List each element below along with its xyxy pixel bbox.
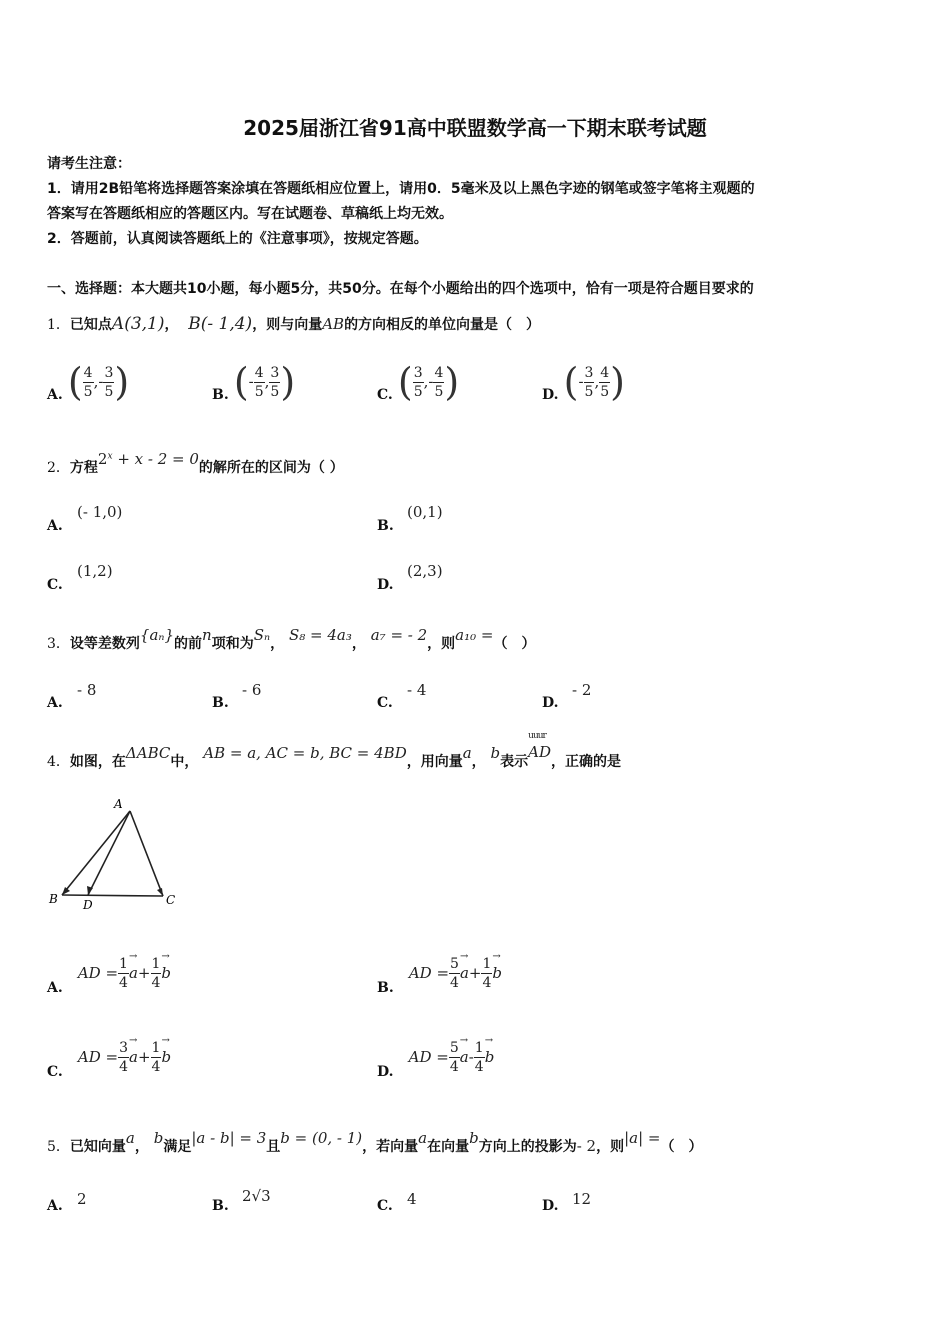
- q1-d-d2: 5: [600, 383, 610, 400]
- q3-option-c[interactable]: - 4: [407, 681, 427, 699]
- q1-a-n1: 4: [83, 364, 93, 381]
- q3-text5: （ ）: [493, 636, 536, 652]
- q4-text3: ，用向量: [406, 754, 463, 770]
- q4-text1: 如图，在: [69, 754, 126, 770]
- notice-line1a: 1．请用2B铅笔将选择题答案涂填在答题纸相应位置上，请用0．5毫米及以上黑色字迹的钢笔或签字笔将主观题的: [47, 181, 755, 197]
- q5-text2: 满足: [163, 1139, 192, 1155]
- q1-c-n2: 4: [434, 364, 444, 381]
- question-4-stem: 4．如图，在ΔABC中， AB = a, AC = b, BC = 4BD，用向量a， b表示 uuur AD，正确的是: [47, 731, 622, 770]
- q1-a-d1: 5: [83, 383, 93, 400]
- q5-vec-a: a: [125, 1129, 135, 1147]
- q1-c-d2: 5: [434, 383, 444, 400]
- q5-option-b[interactable]: 2√3: [242, 1187, 271, 1205]
- q2-eq-rest: + x - 2 = 0: [112, 450, 199, 468]
- q4-text5: ，正确的是: [551, 754, 622, 770]
- q3-text3: 项和为: [211, 636, 254, 652]
- fig-label-d: D: [83, 898, 93, 912]
- q4-option-d-label: D.: [377, 1064, 394, 1080]
- q3-text2: 的前: [174, 636, 203, 652]
- q2-eq-exp: x: [107, 451, 113, 462]
- fig-label-b: B: [49, 892, 58, 906]
- q4-option-a-label: A.: [47, 980, 63, 996]
- q3-text4: ，则: [427, 636, 456, 652]
- q3-option-d-label[interactable]: D.: [542, 695, 559, 711]
- q1-text3: 的方向相反的单位向量是（ ）: [344, 317, 541, 333]
- fig-label-c: C: [166, 893, 176, 907]
- q1-text2: ，则与向量: [252, 317, 323, 333]
- q1-option-b-label: B.: [212, 386, 229, 403]
- q2-option-c[interactable]: (1,2): [77, 562, 113, 580]
- q3-option-b-label[interactable]: B.: [212, 695, 229, 711]
- q1-option-c[interactable]: C. ( $\frac{3}{5}$ ,- $\frac{4}{5}$ ): [377, 360, 460, 404]
- q1-c-d1: 5: [413, 383, 423, 400]
- q5-proj: - 2: [576, 1137, 597, 1155]
- q4-option-d[interactable]: D. AD = $\frac{5}{4}$ → a- $\frac{1}{4}$ → b: [377, 1039, 494, 1076]
- q2-option-a-label[interactable]: A.: [47, 518, 63, 534]
- q1-b-n2: 3: [270, 364, 280, 381]
- question-2-stem: [47, 449, 344, 476]
- q1-option-a-label: A.: [47, 386, 63, 403]
- q3-sn: Sₙ: [253, 626, 271, 644]
- q2-option-d[interactable]: (2,3): [407, 562, 443, 580]
- notice-heading: 请考生注意：: [47, 156, 131, 172]
- triangle-figure: [42, 795, 192, 913]
- q2-option-c-label[interactable]: C.: [47, 577, 63, 593]
- q5-option-a[interactable]: 2: [77, 1190, 87, 1208]
- q4-triangle: ΔABC: [125, 744, 171, 762]
- q5-cond1: |a - b| = 3: [191, 1129, 267, 1147]
- q1-b-d2: 5: [270, 383, 280, 400]
- q1-sep: ，: [164, 317, 179, 333]
- q1-a-n2: 3: [104, 364, 114, 381]
- q4-ad-arrow: uuur: [528, 731, 546, 741]
- q1-option-a[interactable]: A. ( $\frac{4}{5}$ ,- $\frac{3}{5}$ ): [47, 360, 130, 404]
- q3-option-d[interactable]: - 2: [572, 681, 592, 699]
- q5-option-b-label[interactable]: B.: [212, 1198, 229, 1214]
- notice-line1b: 答案写在答题纸相应的答题区内。写在试题卷、草稿纸上均无效。: [47, 206, 453, 222]
- q5-option-c[interactable]: 4: [407, 1190, 417, 1208]
- q5-text1: 已知向量: [69, 1139, 126, 1155]
- q1-option-d[interactable]: D. (- $\frac{3}{5}$ , $\frac{4}{5}$ ): [542, 360, 625, 404]
- q1-d-n2: 4: [600, 364, 610, 381]
- q4-vec-b: b: [490, 744, 501, 762]
- q3-seq: {aₙ}: [139, 626, 175, 644]
- q2-option-a[interactable]: (- 1,0): [77, 503, 123, 521]
- q2-text2: 的解所在的区间为（ ）: [198, 460, 344, 476]
- q3-text1: 设等差数列: [69, 636, 140, 652]
- q3-n: n: [202, 626, 212, 644]
- q2-eq-base: 2: [97, 450, 108, 468]
- q1-d-n1: 3: [584, 364, 594, 381]
- q3-option-b[interactable]: - 6: [242, 681, 262, 699]
- q5-number: 5．: [47, 1139, 70, 1155]
- q3-cond2: a₇ = - 2: [370, 626, 428, 644]
- q3-cond1: S₈ = 4a₃: [288, 626, 352, 644]
- q1-a-d2: 5: [104, 383, 114, 400]
- q3-a10: a₁₀ =: [455, 626, 494, 644]
- q4-option-a[interactable]: A. AD = $\frac{1}{4}$ → a+ $\frac{1}{4}$ → b: [47, 955, 171, 992]
- q1-text1: 已知点: [69, 317, 112, 333]
- q1-number: 1．: [47, 317, 70, 333]
- q4-number: 4．: [47, 754, 70, 770]
- q2-option-d-label[interactable]: D.: [377, 577, 394, 593]
- q2-text1: 方程: [69, 460, 98, 476]
- q2-option-b[interactable]: (0,1): [407, 503, 443, 521]
- question-3-stem: 3．设等差数列{aₙ}的前n项和为Sₙ， S₈ = 4a₃， a₇ = - 2，则a₁₀ =（ ）: [47, 626, 536, 652]
- q1-point-a: A(3,1): [111, 314, 165, 334]
- q3-option-a-label[interactable]: A.: [47, 695, 63, 711]
- q4-vec-ad: AD: [528, 743, 552, 761]
- q4-option-c-label: C.: [47, 1064, 63, 1080]
- question-5-stem: 5．已知向量a， b满足|a - b| = 3且b = (0, - 1)，若向量a在向量b方向上的投影为- 2，则|a| =（ ）: [47, 1129, 703, 1155]
- q5-norm: |a| =: [624, 1129, 661, 1147]
- q4-condition: AB = a, AC = b, BC = 4BD: [203, 744, 407, 762]
- q3-number: 3．: [47, 636, 70, 652]
- q4-option-c[interactable]: C. AD = $\frac{3}{4}$ → a+ $\frac{1}{4}$ → b: [47, 1039, 171, 1076]
- q5-text8: （ ）: [660, 1139, 703, 1155]
- q5-vec-b: b: [153, 1129, 164, 1147]
- q5-cond2: b = (0, - 1): [280, 1129, 363, 1147]
- section-heading: 一、选择题：本大题共10小题，每小题5分，共50分。在每个小题给出的四个选项中，恰有一项是符合题目要求的: [47, 281, 754, 297]
- q2-option-b-label[interactable]: B.: [377, 518, 394, 534]
- q4-option-b[interactable]: B. AD = $\frac{5}{4}$ → a+ $\frac{1}{4}$ → b: [377, 955, 502, 992]
- q1-vector-ab: AB: [322, 315, 345, 333]
- notice-line2: 2．答题前，认真阅读答题纸上的《注意事项》，按规定答题。: [47, 231, 428, 247]
- q5-text4: ，若向量: [362, 1139, 419, 1155]
- q5-option-c-label[interactable]: C.: [377, 1198, 393, 1214]
- fig-label-a: A: [114, 797, 123, 811]
- q5-option-d[interactable]: 12: [572, 1190, 592, 1208]
- q5-option-d-label[interactable]: D.: [542, 1198, 559, 1214]
- q3-option-a[interactable]: - 8: [77, 681, 97, 699]
- q1-c-n1: 3: [413, 364, 423, 381]
- q2-number: 2．: [47, 460, 70, 476]
- q1-option-b[interactable]: B. (- $\frac{4}{5}$ , $\frac{3}{5}$ ): [212, 360, 296, 404]
- q5-text6: 方向上的投影为: [478, 1139, 577, 1155]
- q5-option-a-label[interactable]: A.: [47, 1198, 63, 1214]
- q4-vec-a: a: [462, 744, 472, 762]
- q1-option-d-label: D.: [542, 386, 559, 403]
- q4-option-b-label: B.: [377, 980, 394, 996]
- q5-text5: 在向量: [427, 1139, 470, 1155]
- q5-text3: 且: [266, 1139, 281, 1155]
- q5-text7: ，则: [596, 1139, 625, 1155]
- q1-b-n1: 4: [254, 364, 264, 381]
- q3-option-c-label[interactable]: C.: [377, 695, 393, 711]
- q1-b-d1: 5: [254, 383, 264, 400]
- q4-text4: 表示: [500, 754, 529, 770]
- q1-point-b: B(- 1,4): [188, 314, 253, 334]
- q4-text2: 中，: [170, 754, 199, 770]
- q1-d-d1: 5: [584, 383, 594, 400]
- page-title: 2025届浙江省91高中联盟数学高一下期末联考试题: [243, 116, 707, 140]
- question-1-stem: [47, 314, 540, 334]
- q1-option-c-label: C.: [377, 386, 393, 403]
